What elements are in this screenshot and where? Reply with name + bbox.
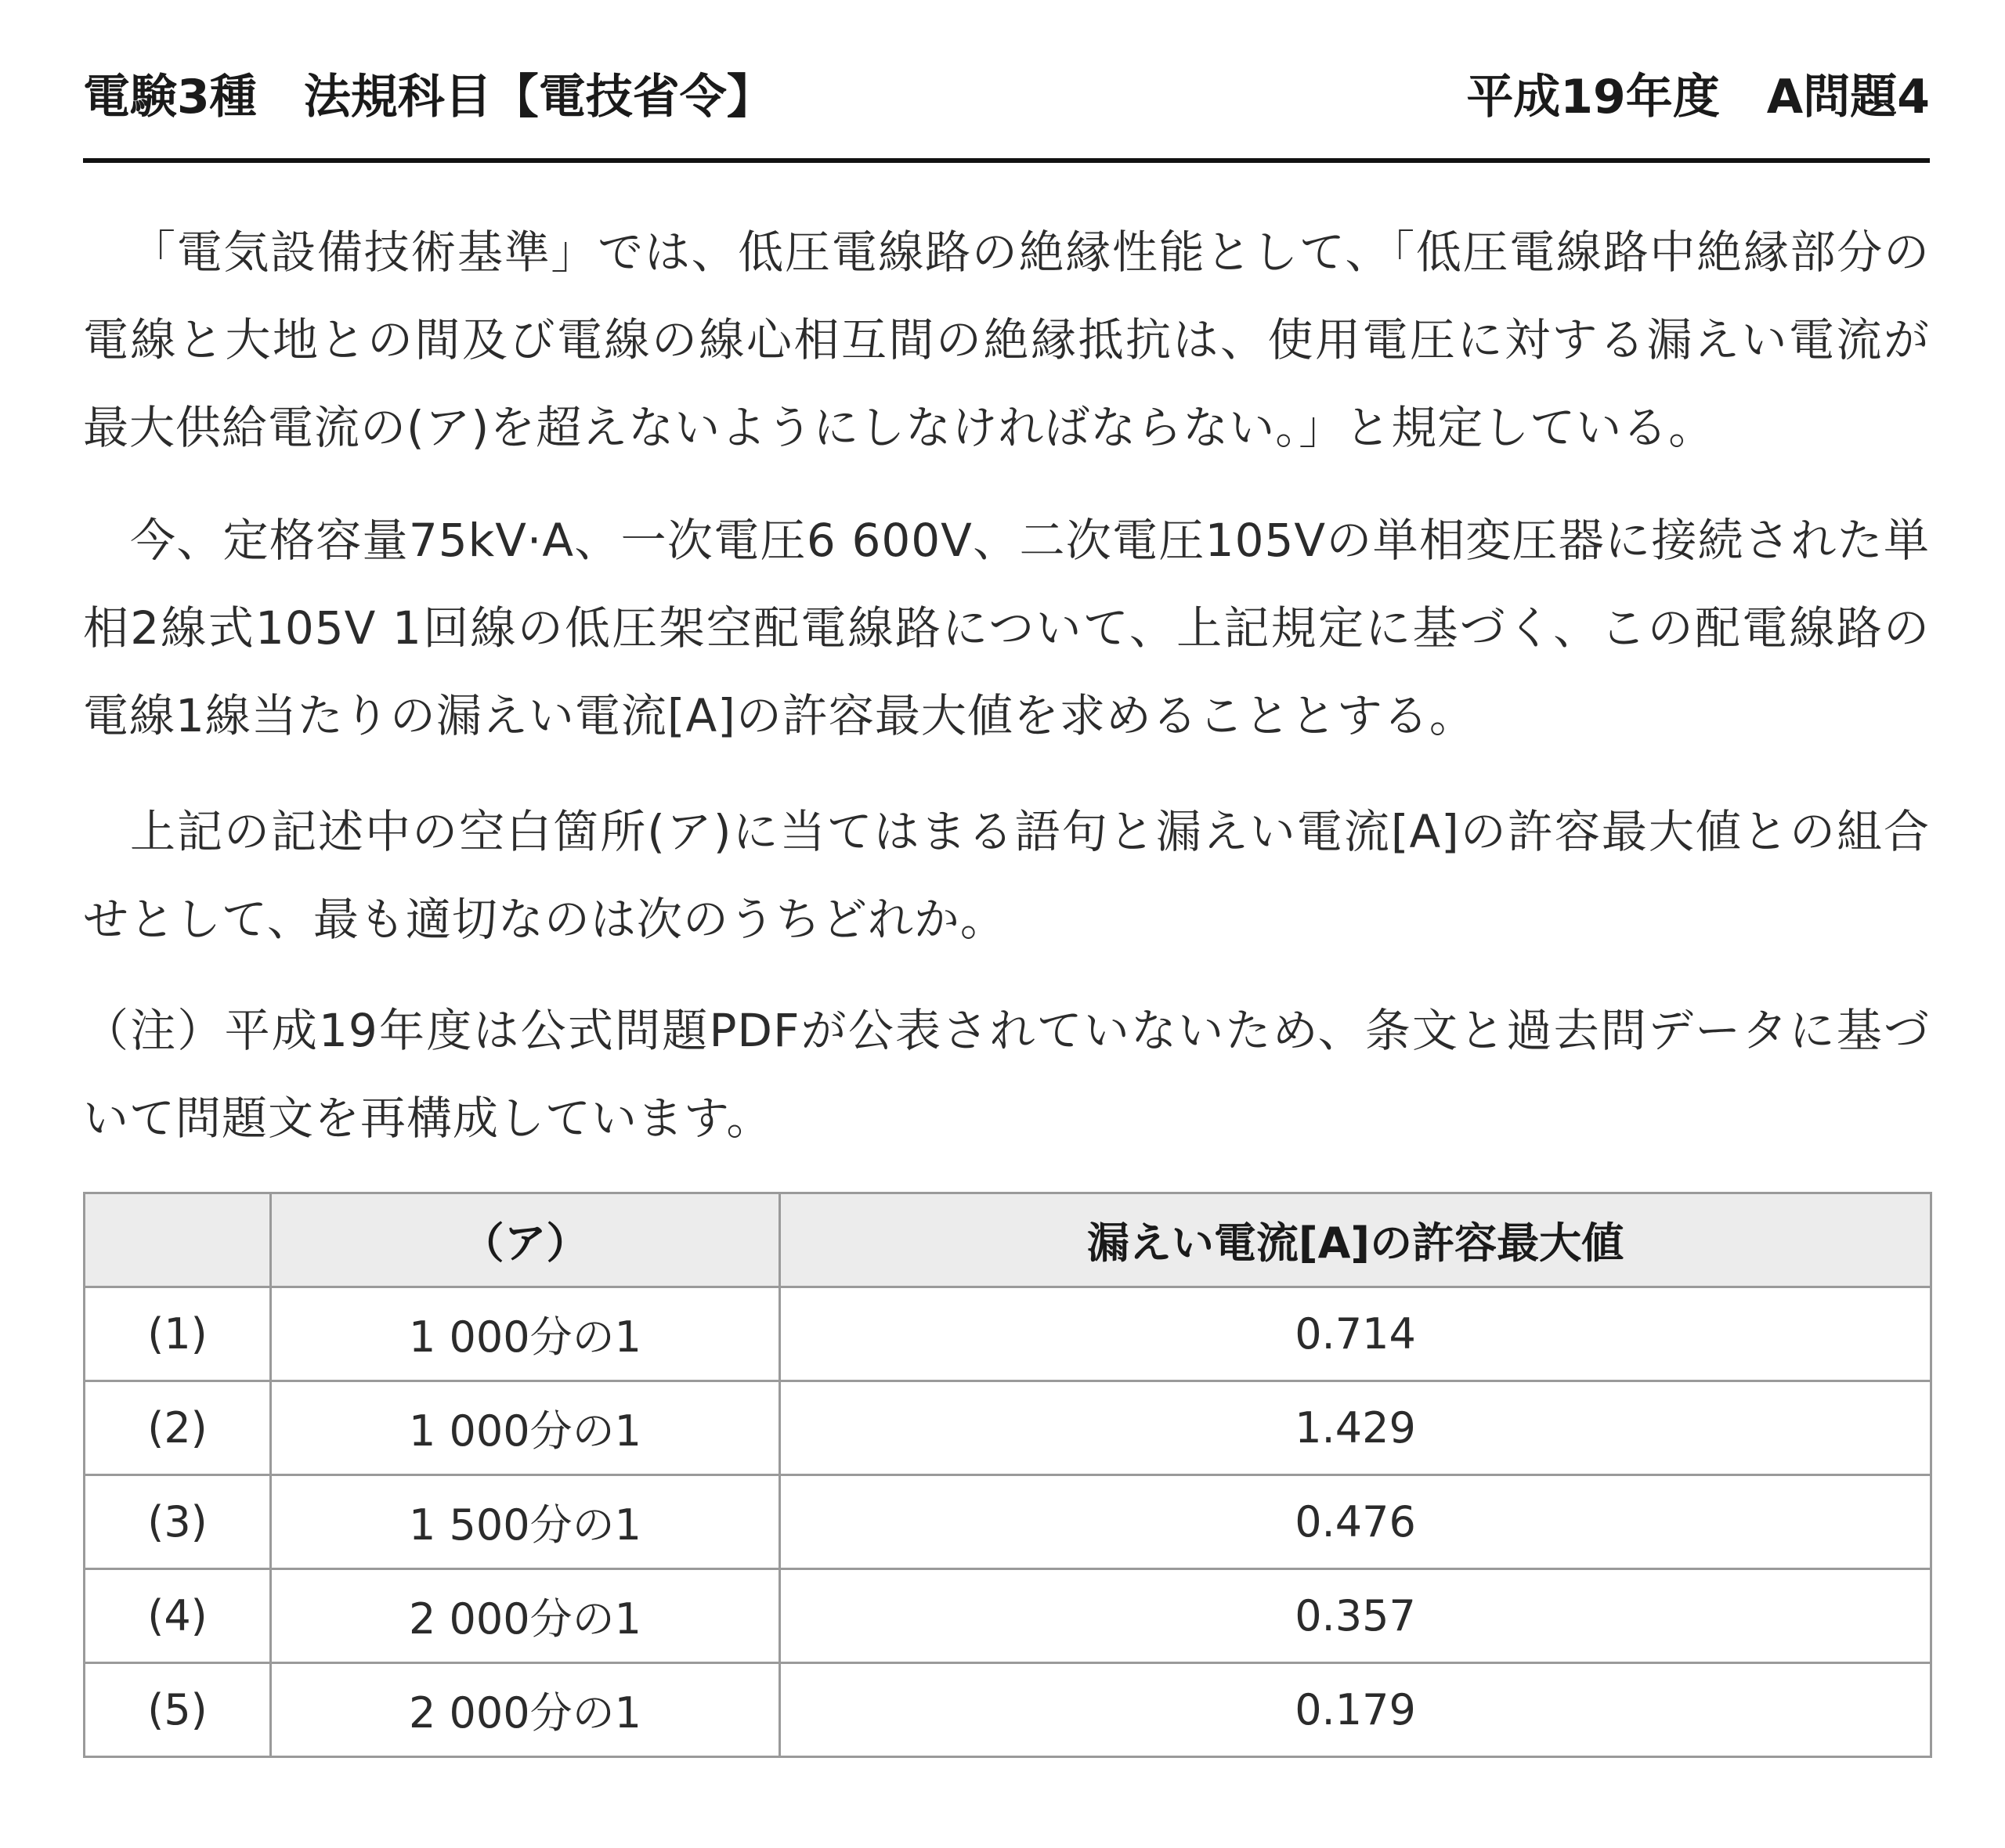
choice-ratio: 1 500分の1 (271, 1475, 780, 1569)
header-cell-number (85, 1193, 271, 1287)
exam-subject-title: 電験3種 法規科目【電技省令】 (83, 70, 774, 125)
choice-ratio: 1 000分の1 (271, 1381, 780, 1475)
choice-ratio: 1 000分の1 (271, 1287, 780, 1381)
table-row[interactable] (85, 1287, 1931, 1381)
header-divider (83, 158, 1930, 163)
table-row[interactable] (85, 1381, 1931, 1475)
choice-current: 0.714 (780, 1287, 1931, 1381)
choice-number: (2) (85, 1381, 271, 1475)
choice-current: 0.179 (780, 1663, 1931, 1757)
question-paragraph-3: 上記の記述中の空白箇所(ア)に当てはまる語句と漏えい電流[A]の許容最大値との組合せとして、最も適切なのは次のうちどれか。 (83, 805, 1930, 946)
choice-number: (1) (85, 1287, 271, 1381)
question-note: （注）平成19年度は公式問題PDFが公表されていないため、条文と過去問データに基づいて問題文を再構成しています。 (83, 1004, 1930, 1145)
header-cell-blank-a: （ア） (271, 1193, 780, 1287)
page-header (83, 55, 1930, 132)
choice-number: (4) (85, 1569, 271, 1663)
table-row[interactable] (85, 1569, 1931, 1663)
choice-current: 0.357 (780, 1569, 1931, 1663)
header-cell-leakage-current: 漏えい電流[A]の許容最大値 (780, 1193, 1931, 1287)
choice-current: 1.429 (780, 1381, 1931, 1475)
answer-choices-table (83, 1192, 1932, 1758)
table-row[interactable] (85, 1475, 1931, 1569)
choice-current: 0.476 (780, 1475, 1931, 1569)
question-paragraph-1: 「電気設備技術基準」では、低圧電線路の絶縁性能として、「低圧電線路中絶縁部分の電線と大地との間及び電線の線心相互間の絶縁抵抗は、使用電圧に対する漏えい電流が最大供給電流の(ア)を超えないようにしなければならない。」と規定している。 (83, 226, 1930, 454)
choice-number: (5) (85, 1663, 271, 1757)
table-row[interactable] (85, 1663, 1931, 1757)
exam-question-id: 平成19年度 A問題4 (1466, 70, 1930, 125)
choice-ratio: 2 000分の1 (271, 1569, 780, 1663)
choice-ratio: 2 000分の1 (271, 1663, 780, 1757)
question-paragraph-2: 今、定格容量75kV·A、一次電圧6 600V、二次電圧105Vの単相変圧器に接続された単相2線式105V 1回線の低圧架空配電線路について、上記規定に基づく、この配電線路の電線1線当たりの漏えい電流[A]の許容最大値を求めることとする。 (83, 514, 1930, 742)
table-header-row (85, 1193, 1931, 1287)
choice-number: (3) (85, 1475, 271, 1569)
